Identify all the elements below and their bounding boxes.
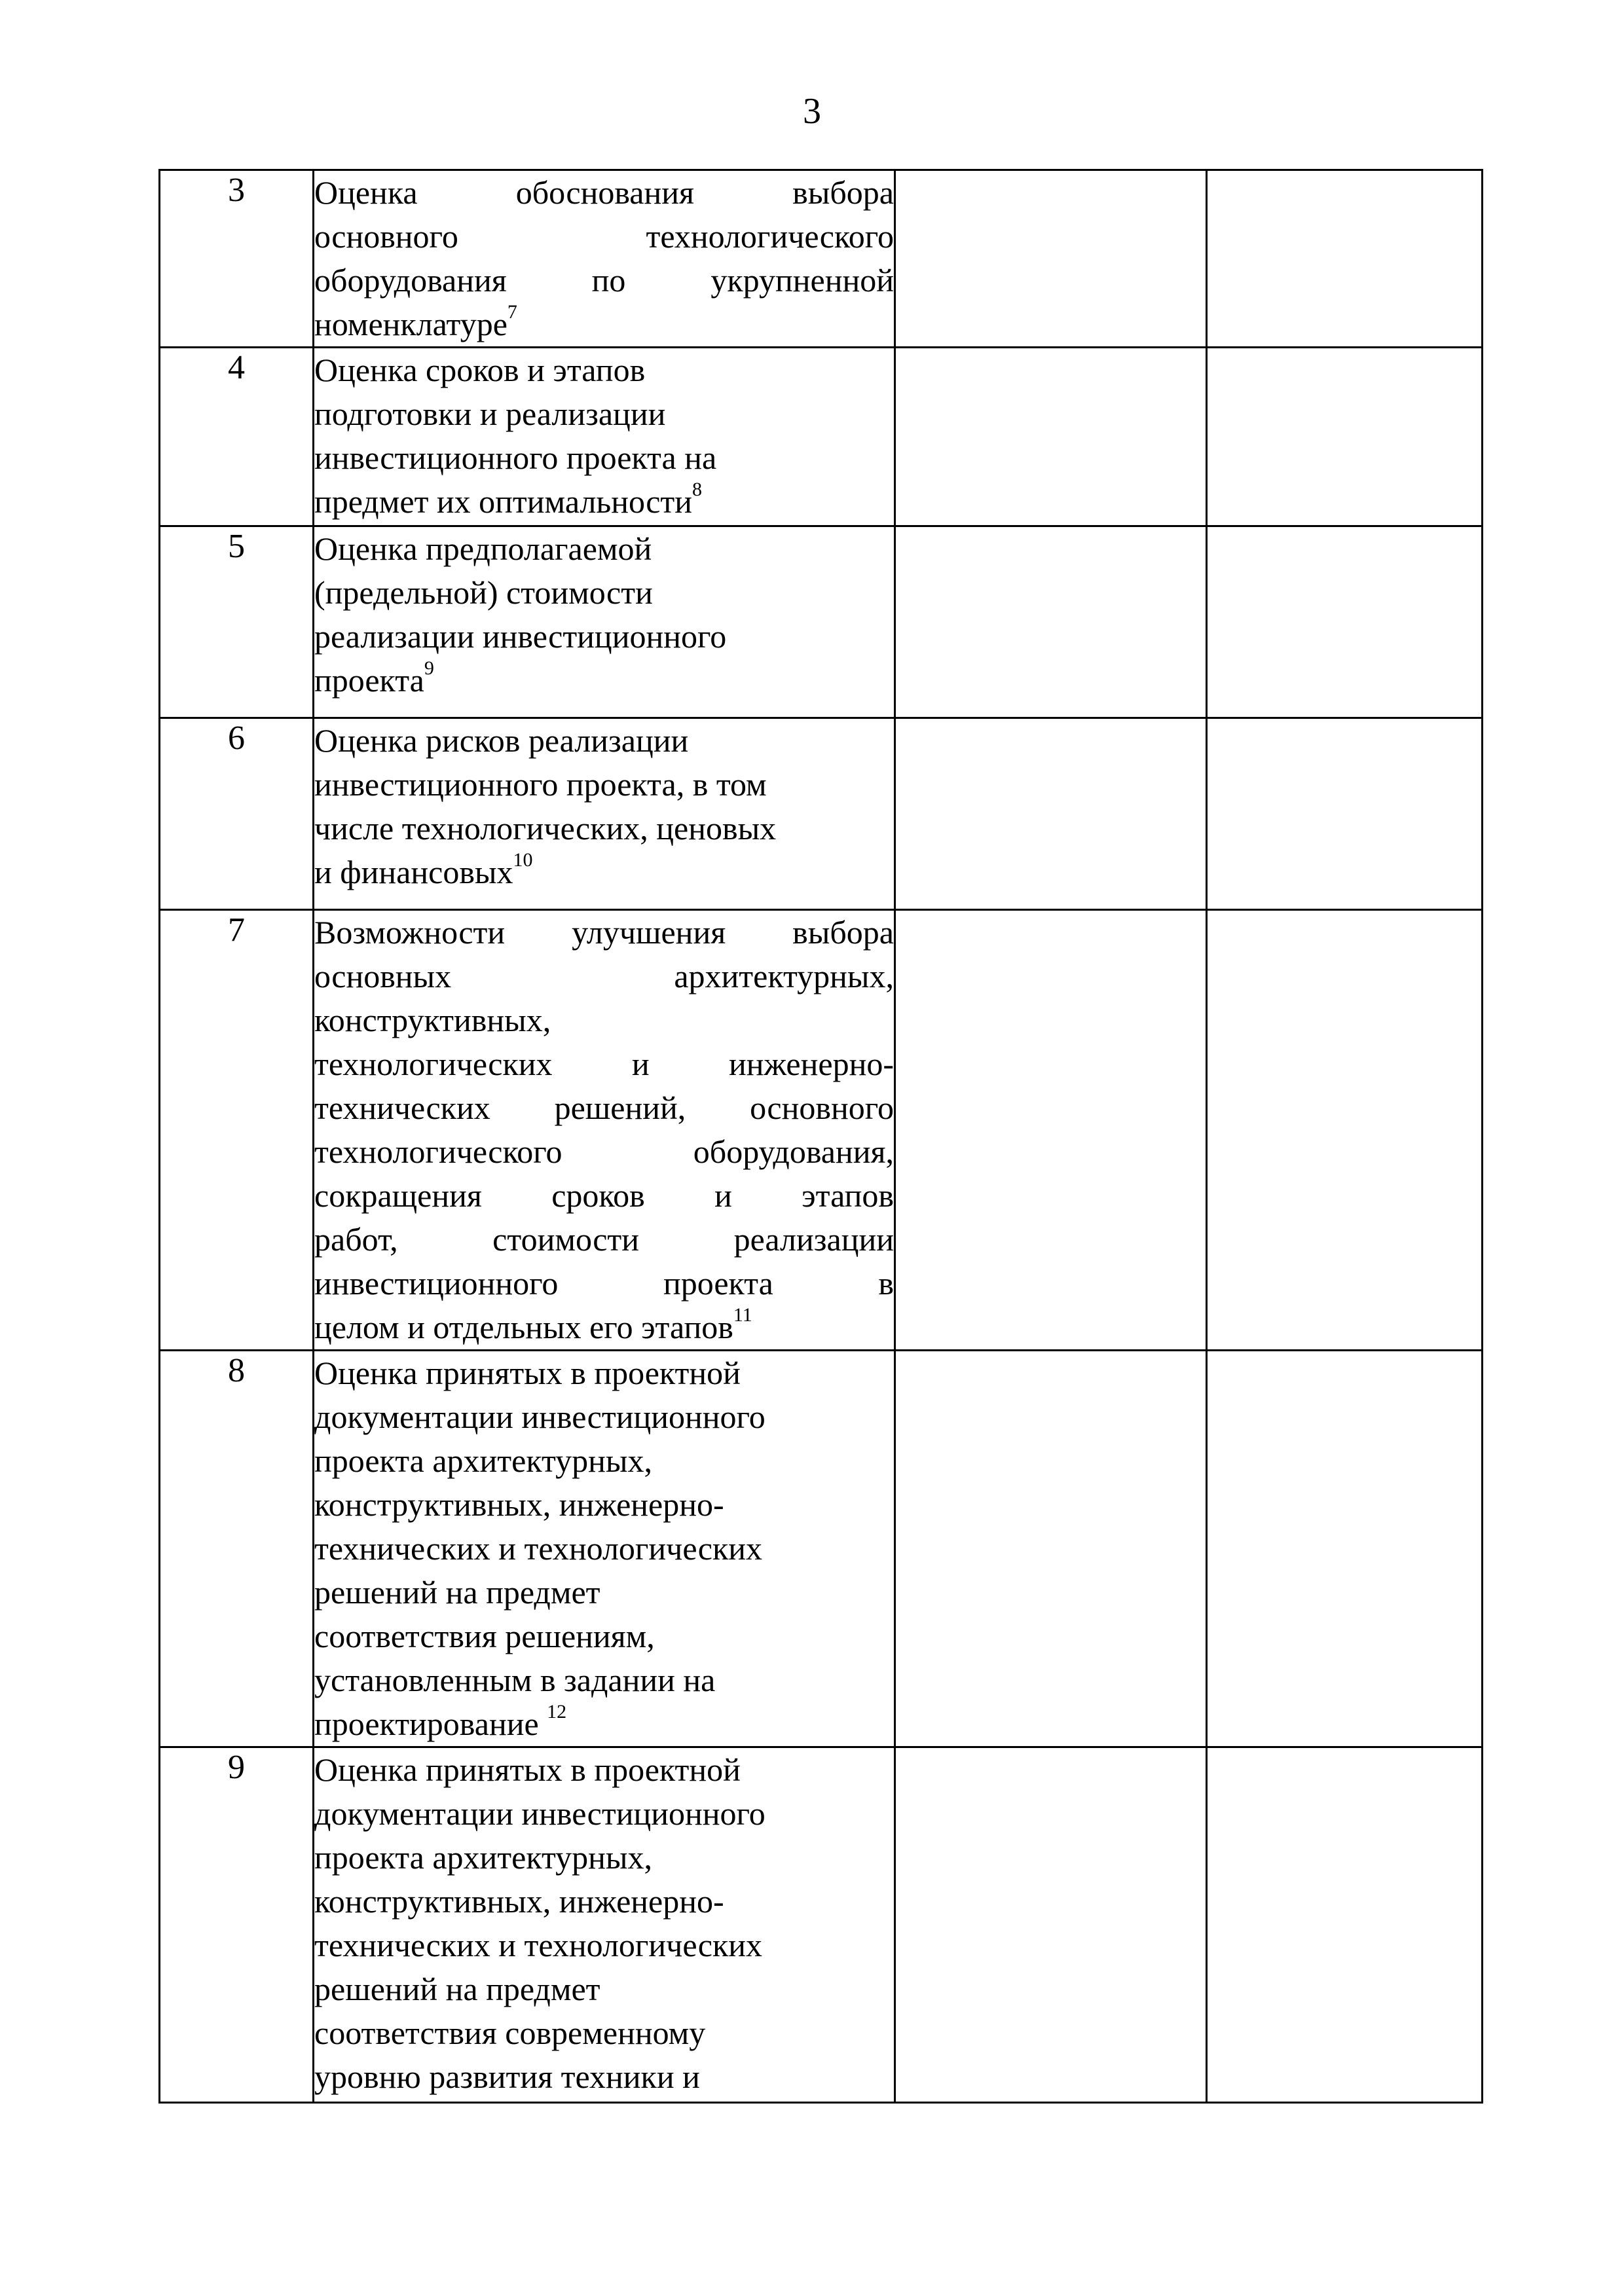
text-line: проекта архитектурных,: [314, 1442, 653, 1479]
table-row: [160, 170, 1483, 348]
empty-cell: [1207, 1351, 1483, 1747]
empty-cell: [895, 718, 1207, 910]
criterion-text: [314, 526, 895, 718]
text-line: Оценка рисков реализации: [314, 722, 689, 759]
text-line: технических и технологических: [314, 1530, 763, 1567]
text-line: инвестиционного проекта на: [314, 439, 717, 476]
text-line: конструктивных,: [314, 1002, 551, 1038]
text-line: технологических и инженерно-: [314, 1046, 894, 1082]
text-line: решений на предмет: [314, 1971, 600, 2007]
evaluation-table: [158, 169, 1483, 2104]
empty-cell: [1207, 718, 1483, 910]
row-number: 4: [160, 348, 314, 526]
table-row: [160, 526, 1483, 718]
criterion-text: [314, 910, 895, 1351]
text-line: технических и технологических: [314, 1927, 763, 1963]
text-line: соответствия решениям,: [314, 1618, 655, 1654]
text-line: сокращения сроков и этапов: [314, 1177, 894, 1214]
criterion-text: [314, 1351, 895, 1747]
empty-cell: [895, 1747, 1207, 2103]
text-line: Оценка принятых в проектной: [314, 1751, 741, 1788]
empty-cell: [895, 348, 1207, 526]
empty-cell: [1207, 1747, 1483, 2103]
page-number: 3: [803, 91, 821, 132]
text-line: и финансовых: [314, 854, 513, 890]
footnote-ref: 7: [507, 301, 517, 323]
text-line: конструктивных, инженерно-: [314, 1486, 724, 1523]
text-line: основного технологического: [314, 218, 894, 255]
text-line: конструктивных, инженерно-: [314, 1883, 724, 1920]
text-line: Возможности улучшения выбора: [314, 914, 894, 951]
criterion-text: [314, 170, 895, 348]
text-line: работ, стоимости реализации: [314, 1221, 894, 1258]
text-line: оборудования по укрупненной: [314, 262, 894, 299]
empty-cell: [895, 1351, 1207, 1747]
row-number: 7: [160, 910, 314, 1351]
text-line: инвестиционного проекта, в том: [314, 766, 767, 803]
text-line: Оценка сроков и этапов: [314, 352, 646, 388]
empty-cell: [1207, 526, 1483, 718]
text-line: (предельной) стоимости: [314, 574, 653, 611]
table-row: [160, 348, 1483, 526]
text-line: технологического оборудования,: [314, 1133, 894, 1170]
text-line: проектирование: [314, 1705, 547, 1742]
text-line: установленным в задании на: [314, 1662, 716, 1698]
row-number: 9: [160, 1747, 314, 2103]
text-line: подготовки и реализации: [314, 395, 666, 432]
text-line: основных архитектурных,: [314, 958, 894, 994]
text-line: решений на предмет: [314, 1574, 600, 1611]
row-number: 3: [160, 170, 314, 348]
text-line: номенклатуре: [314, 306, 507, 342]
text-line: уровню развития техники и: [314, 2058, 700, 2095]
text-line: проекта: [314, 662, 424, 699]
table-row: [160, 910, 1483, 1351]
text-line: Оценка обоснования выбора: [314, 174, 894, 211]
row-number: 6: [160, 718, 314, 910]
footnote-ref: 8: [692, 479, 703, 501]
empty-cell: [895, 910, 1207, 1351]
text-line: Оценка принятых в проектной: [314, 1355, 741, 1391]
table-row: [160, 718, 1483, 910]
table-row: [160, 1747, 1483, 2103]
footnote-ref: 9: [424, 657, 434, 680]
text-line: документации инвестиционного: [314, 1398, 766, 1435]
text-line: реализации инвестиционного: [314, 618, 727, 655]
text-line: соответствия современному: [314, 2014, 706, 2051]
criterion-text: [314, 1747, 895, 2103]
empty-cell: [1207, 910, 1483, 1351]
empty-cell: [895, 526, 1207, 718]
row-number: 8: [160, 1351, 314, 1747]
text-line: предмет их оптимальности: [314, 483, 693, 520]
empty-cell: [895, 170, 1207, 348]
row-number: 5: [160, 526, 314, 718]
footnote-ref: 10: [513, 849, 533, 871]
criterion-text: [314, 718, 895, 910]
footnote-ref: 12: [547, 1701, 567, 1723]
empty-cell: [1207, 170, 1483, 348]
text-line: технических решений, основного: [314, 1089, 894, 1126]
text-line: инвестиционного проекта в: [314, 1265, 894, 1302]
text-line: Оценка предполагаемой: [314, 530, 652, 567]
text-line: документации инвестиционного: [314, 1795, 766, 1832]
table-row: [160, 1351, 1483, 1747]
text-line: числе технологических, ценовых: [314, 810, 777, 847]
criterion-text: [314, 348, 895, 526]
empty-cell: [1207, 348, 1483, 526]
footnote-ref: 11: [733, 1304, 752, 1326]
text-line: проекта архитектурных,: [314, 1839, 653, 1876]
text-line: целом и отдельных его этапов: [314, 1309, 733, 1345]
